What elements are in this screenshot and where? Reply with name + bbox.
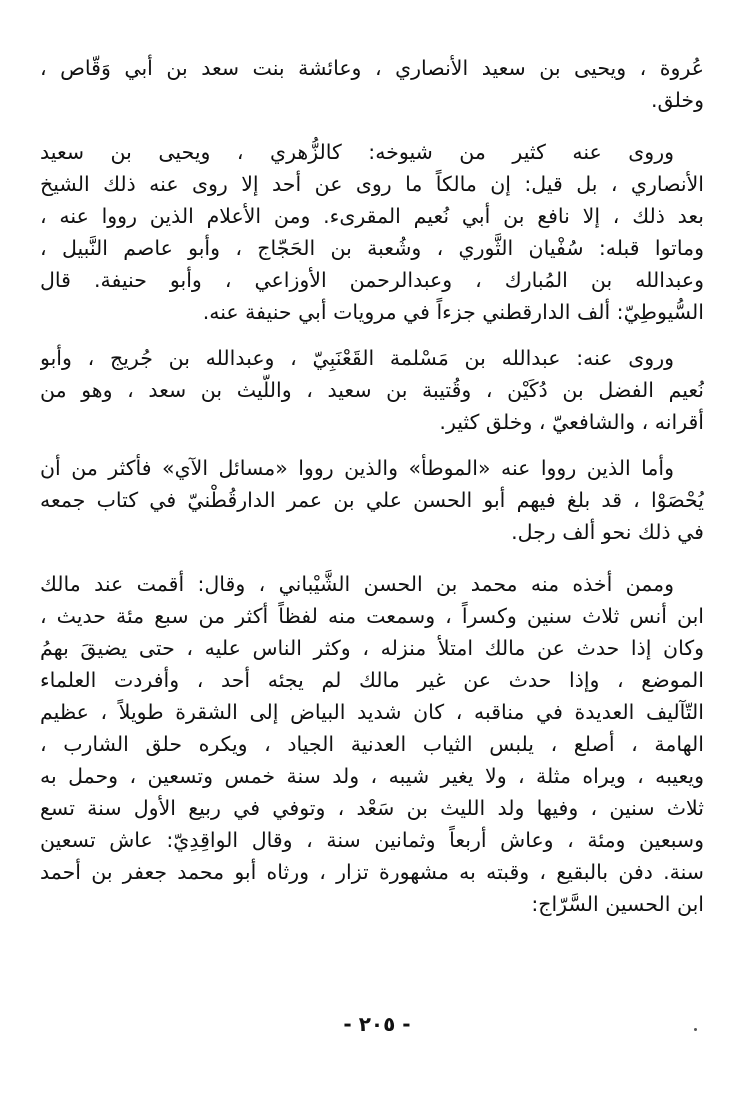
paragraph-shaybani-biography (40, 568, 704, 920)
text-line: عُروة ، ويحيى بن سعيد الأنصاري ، وعائشة بنت سعد بن أبي وَقّاص ، (40, 56, 704, 80)
text-line: الهامة ، أصلع ، يلبس الثياب العدنية الجياد ، ويكره حلق الشارب ، (40, 732, 704, 756)
text-line: وأما الذين رووا عنه «الموطأ» والذين رووا «مسائل الآي» فأكثر من أن (40, 456, 674, 480)
text-line: ابن أنس ثلاث سنين وكسراً ، وسمعت منه لفظاً أكثر من سبع مئة حديث ، (40, 604, 704, 628)
page-number: - ٢٠٥ - (343, 1012, 411, 1036)
paragraph-gap (40, 438, 704, 452)
text-line: وسبعين ومئة ، وعاش أربعاً وثمانين سنة ، وقال الواقِدِيّ: عاش تسعين (40, 828, 704, 852)
text-line: ابن الحسين السَّرّاج: (531, 892, 704, 916)
paragraph-teachers-end (40, 52, 704, 116)
text-line: وعبدالله بن المُبارك ، وعبدالرحمن الأوزاعي ، وأبو حنيفة. قال (40, 268, 704, 292)
page-body (40, 52, 704, 920)
text-line: الأنصاري ، بل قيل: إن مالكاً ما روى عن أحد إلا روى عنه ذلك الشيخ (40, 172, 704, 196)
text-line: وخلق. (651, 88, 704, 112)
text-line: بعد ذلك ، إلا نافع بن أبي نُعيم المقرىء. ومن الأعلام الذين رووا عنه ، (40, 204, 704, 228)
scan-speck (694, 1028, 697, 1031)
paragraph-students (40, 342, 704, 438)
text-line: التّآليف العديدة في مناقبه ، كان شديد البياض إلى الشقرة طويلاً ، عظيم (40, 700, 704, 724)
text-line: ثلاث سنين ، وفيها ولد الليث بن سَعْد ، وتوفي في ربيع الأول سنة تسع (40, 796, 704, 820)
paragraph-gap (40, 548, 704, 568)
text-line: السُّيوطِيّ: ألف الدارقطني جزءاً في مرويات أبي حنيفة عنه. (202, 300, 704, 324)
paragraph-muwatta-narrators (40, 452, 704, 548)
text-line: وكان إذا حدث عن مالك امتلأ منزله ، وكثر الناس عليه ، حتى يضيقَ بهمُ (40, 636, 704, 660)
paragraph-narrators-from-sheikhs (40, 136, 704, 328)
text-line: نُعيم الفضل بن دُكَيْن ، وقُتيبة بن سعيد ، واللَّيث بن سعد ، وهو من (40, 378, 704, 402)
paragraph-gap (40, 116, 704, 136)
text-line: وروى عنه: عبدالله بن مَسْلمة القَعْنَبِيّ ، وعبدالله بن جُريج ، وأبو (40, 346, 674, 370)
paragraph-gap (40, 328, 704, 342)
text-line: سنة. دفن بالبقيع ، وقبته به مشهورة تزار ، ورثاه أبو محمد جعفر بن أحمد (40, 860, 704, 884)
text-line: وروى عنه كثير من شيوخه: كالزُّهري ، ويحيى بن سعيد (40, 140, 674, 164)
text-line: ويعيبه ، ويراه مثلة ، ولا يغير شيبه ، ولد سنة خمس وتسعين ، وحمل به (40, 764, 704, 788)
text-line: وماتوا قبله: سُفْيان الثَّوري ، وشُعبة بن الحَجّاج ، وأبو عاصم النَّبيل ، (40, 236, 704, 260)
text-line: في ذلك نحو ألف رجل. (511, 520, 704, 544)
text-line: يُحْصَوْا ، قد بلغ فيهم أبو الحسن علي بن عمر الدارقُطْنيّ في كتاب جمعه (40, 488, 704, 512)
text-line: وممن أخذه منه محمد بن الحسن الشَّيْباني ، وقال: أقمت عند مالك (40, 572, 674, 596)
text-line: أقرانه ، والشافعيّ ، وخلق كثير. (439, 410, 704, 434)
text-line: الموضع ، وإذا حدث عن غير مالك لم يجئه أحد ، وأفردت العلماء (40, 668, 704, 692)
